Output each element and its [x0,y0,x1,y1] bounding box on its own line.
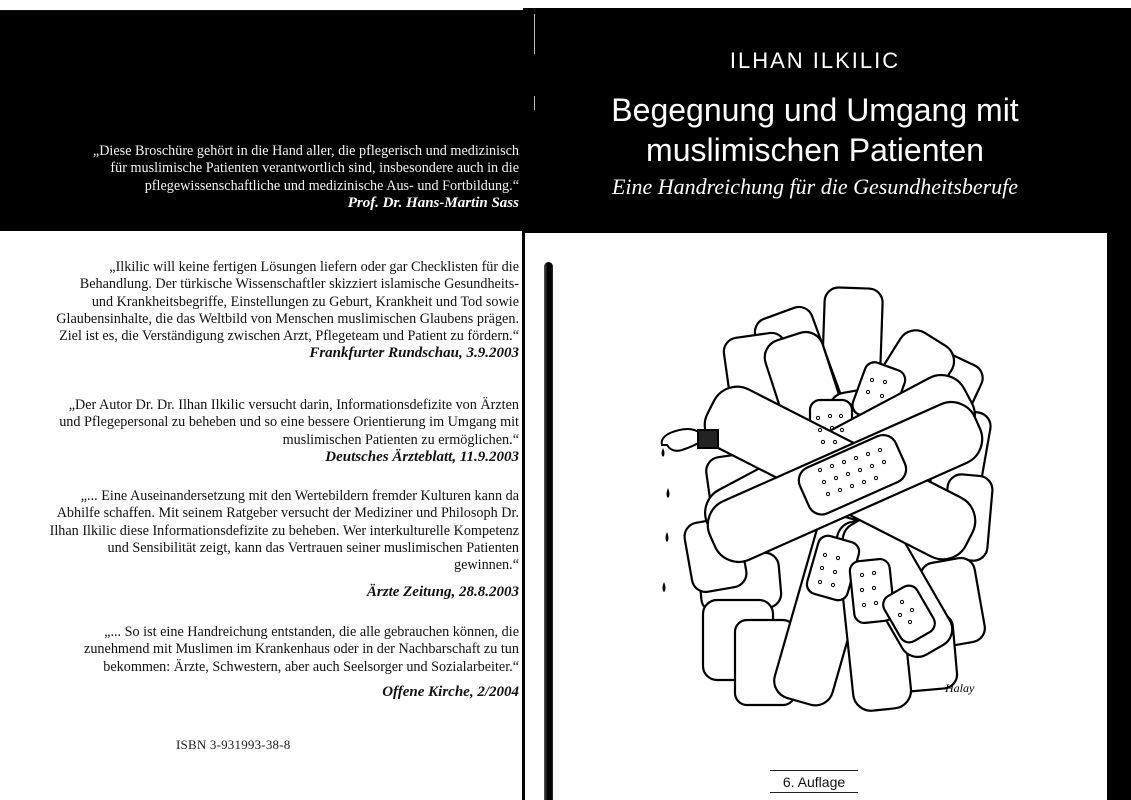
book-subtitle: Eine Handreichung für die Gesundheitsberufe [611,174,1019,199]
review-deutsches-aerzteblatt [59,397,519,466]
book-title [523,90,1107,170]
review-line: und Krankheitsbegriffe, Einstellungen zu Geburt, Krankheit und Tod sowie [91,293,519,310]
review-line: Behandlung. Der türkische Wissenschaftler skizziert islamische Gesundheits- [79,276,519,293]
review-source: Offene Kirche, 2/2004 [382,683,519,700]
blurb-line: für muslimische Patienten verantwortlich sind, insbesondere auch in die [110,160,519,177]
review-line: Abhilfe schaffen. Mit seinem Ratgeber versucht der Mediziner und Philosoph Dr. [56,505,519,522]
blurb-line: pflegewissenschaftliche und medizinische Aus- und Fortbildung.“ [144,177,519,194]
review-line: Ilhan Ilkilic diese Informationsdefizite zu beheben. Wer interkulturelle Kompetenz [49,522,519,539]
review-line: „Ilkilic will keine fertigen Lösungen liefern oder gar Checklisten für die [109,259,519,275]
blurb-line: „Diese Broschüre gehört in die Hand aller, die pflegerisch und medizinisch [92,143,519,159]
review-frankfurter-rundschau [56,259,519,363]
review-line: bekommen: Ärzte, Schwestern, aber auch Seelsorger und Sozialarbeiter.“ [103,658,519,675]
isbn: ISBN 3-931993-38-8 [176,737,291,752]
spine-shadow [544,262,553,800]
review-aerzte-zeitung [50,488,519,602]
blurb-source: Prof. Dr. Hans-Martin Sass [347,195,519,212]
illustrator-signature: Halay [945,681,975,695]
review-line: „... Eine Auseinandersetzung mit den Wertebildern fremder Kulturen kann da [80,488,519,504]
review-line: und Sensibilität zeigt, kann das Vertrauen seiner muslimischen Patienten [107,539,519,556]
spine-line [522,230,525,800]
review-source: Deutsches Ärzteblatt, 11.9.2003 [325,448,519,465]
review-line: Glaubensinhalte, die das Weltbild von Menschen muslimischen Glaubens prägen. [56,310,519,327]
review-line: „... So ist eine Handreichung entstanden, die alle gebrauchen können, die [104,624,519,640]
review-line: zunehmend mit Muslimen im Krankenhaus oder in der Nachbarschaft zu tun [84,641,519,658]
back-cover-blurb [93,143,519,213]
review-offene-kirche [84,624,519,701]
review-line: und Pflegepersonal zu beheben und so eine bessere Orientierung im Umgang mit [59,414,519,431]
review-source: Ärzte Zeitung, 28.8.2003 [366,584,519,601]
scan-right-edge [1107,200,1131,800]
edition-label: 6. Auflage [770,770,858,793]
author-name: ILHAN ILKILIC [729,48,901,73]
review-line: „Der Autor Dr. Dr. Ilhan Ilkilic versucht darin, Informationsdefizite von Ärzten [68,397,519,413]
title-line: Begegnung und Umgang mit [611,92,1019,128]
review-line: muslimischen Patienten zu ermöglichen.“ [282,431,519,448]
title-line: muslimischen Patienten [646,132,984,168]
review-line: gewinnen.“ [453,557,519,574]
review-line: Ziel ist es, die Verständigung zwischen Arzt, Pflegeteam und Patient zu fördern.“ [59,328,519,345]
review-source: Frankfurter Rundschau, 3.9.2003 [309,345,519,362]
bandage-figure-illustration [640,270,1020,730]
